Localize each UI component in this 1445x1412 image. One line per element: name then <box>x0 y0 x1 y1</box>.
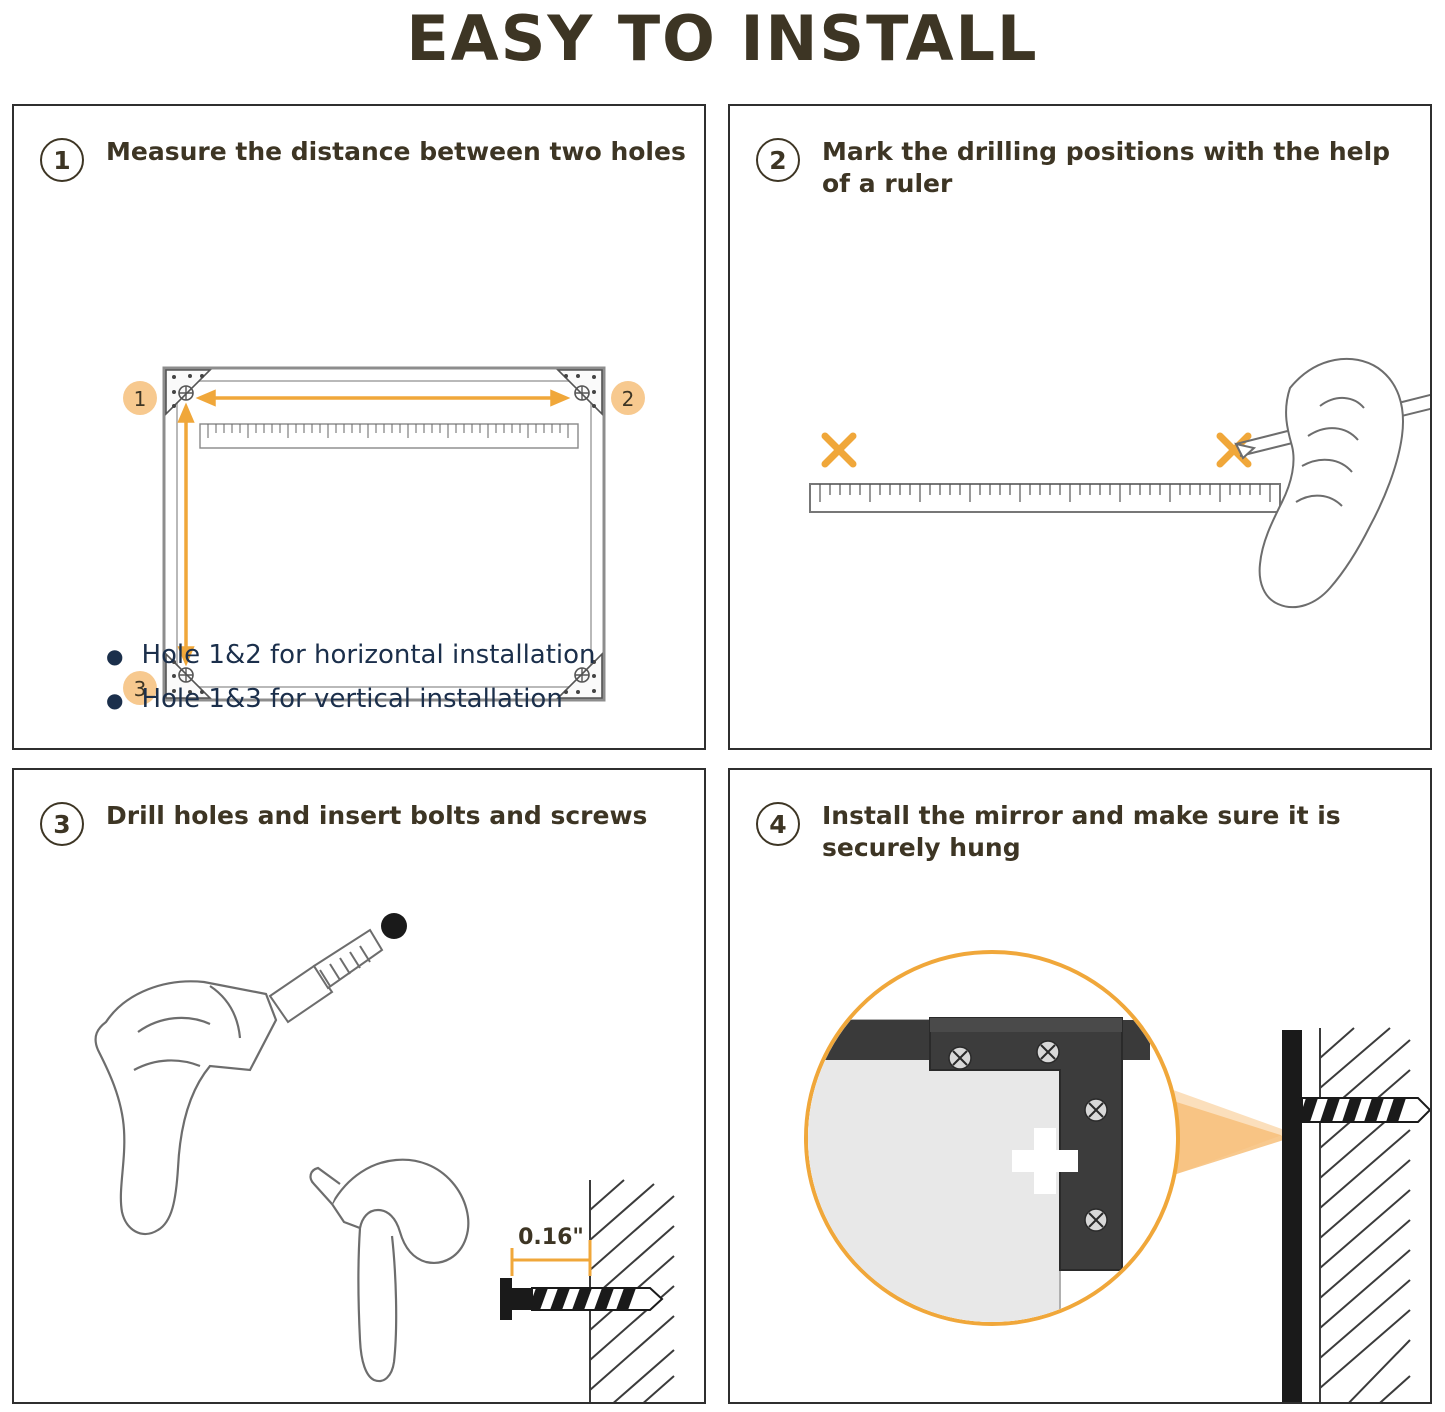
step-2-number: 2 <box>756 138 800 182</box>
step-1-title: Measure the distance between two holes <box>106 137 686 166</box>
page-title: EASY TO INSTALL <box>406 2 1039 75</box>
svg-text:0.16": 0.16" <box>518 1225 584 1250</box>
bullet-dot-icon: ● <box>106 643 124 668</box>
step-3-title: Drill holes and insert bolts and screws <box>106 801 648 830</box>
svg-text:1: 1 <box>133 387 147 411</box>
svg-text:3: 3 <box>133 677 147 701</box>
step-2-title: Mark the drilling positions with the help of a ruler <box>822 137 1391 198</box>
bullet-dot-icon: ● <box>106 688 124 713</box>
step-1-bullet-list <box>106 633 596 722</box>
step-4-illustration <box>730 770 1432 1404</box>
list-item <box>106 633 596 678</box>
panel-step-4 <box>728 768 1432 1404</box>
svg-text:2: 2 <box>621 387 635 411</box>
panel-grid <box>12 104 1432 1404</box>
panel-step-2 <box>728 104 1432 750</box>
bullet-text: Hole 1&3 for vertical installation <box>141 684 563 715</box>
panel-step-3 <box>12 768 706 1404</box>
step-3-number: 3 <box>40 802 84 846</box>
step-4-number: 4 <box>756 802 800 846</box>
step-4-title: Install the mirror and make sure it is securely hung <box>822 801 1341 862</box>
list-item <box>106 677 596 722</box>
bullet-text: Hole 1&2 for horizontal installation <box>141 639 596 670</box>
step-1-number: 1 <box>40 138 84 182</box>
step-3-illustration <box>14 770 706 1404</box>
step-2-illustration <box>730 106 1432 750</box>
panel-step-1 <box>12 104 706 750</box>
